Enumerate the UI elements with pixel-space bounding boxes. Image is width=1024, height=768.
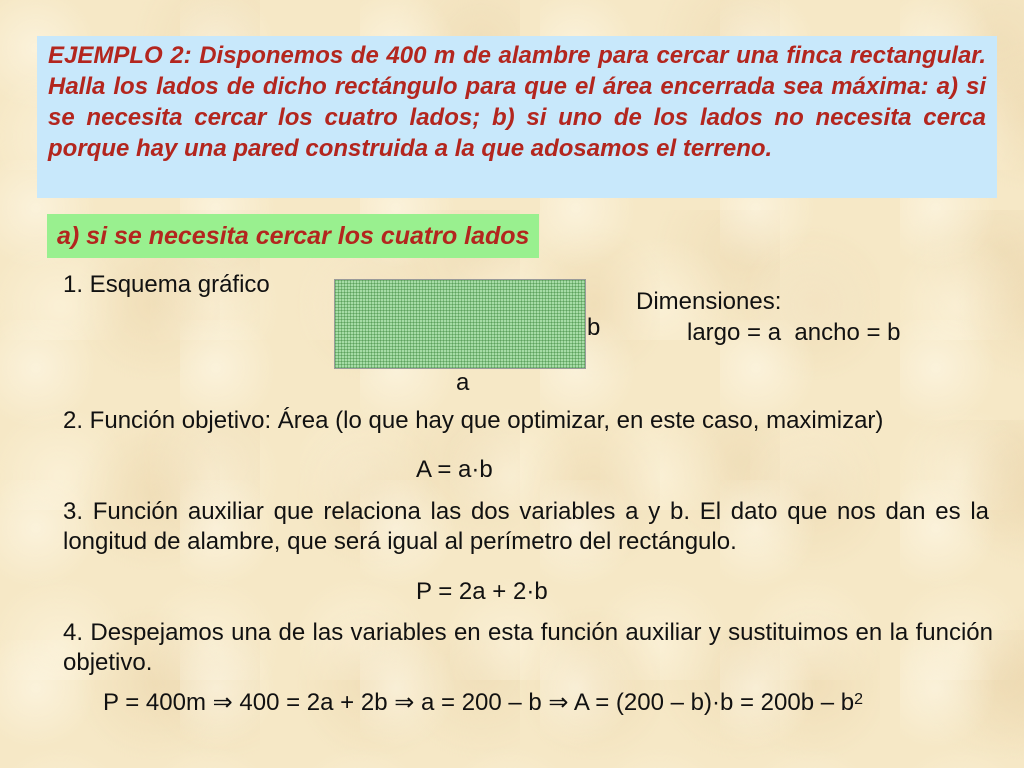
auxiliary-formula: P = 2a + 2·b <box>416 578 548 605</box>
final-formula-main: P = 400m ⇒ 400 = 2a + 2b ⇒ a = 200 – b ⇒ A = (200 – b)·b = 200b – b <box>103 689 855 716</box>
step3-text: 3. Función auxiliar que relaciona las dos variables a y b. El dato que nos dan es la longitud de alambre, que será igual al perímetro del rectángulo. <box>63 498 989 555</box>
dimensions-title: Dimensiones: <box>636 288 782 315</box>
final-formula <box>103 688 863 718</box>
side-a-label: a <box>456 369 470 396</box>
final-formula-exponent: 2 <box>854 691 863 708</box>
step4-text: 4. Despejamos una de las variables en esta función auxiliar y sustituimos en la función objetivo. <box>63 619 993 676</box>
step2-text: 2. Función objetivo: Área (lo que hay que optimizar, en este caso, maximizar) <box>63 407 884 434</box>
section-heading: a) si se necesita cercar los cuatro lados <box>47 214 539 258</box>
dimensions-values: largo = a ancho = b <box>687 319 901 346</box>
rectangle-diagram <box>334 279 586 369</box>
problem-statement: EJEMPLO 2: Disponemos de 400 m de alambre para cercar una finca rectangular. Halla los lados de dicho rectángulo para que el área encerrada sea máxima: a) si se necesita cercar los cuatro lados; b) si uno de los lados no necesita cerca porque hay una pared construida a la que adosamos el terreno. <box>48 42 986 162</box>
step1-label: 1. Esquema gráfico <box>63 271 270 298</box>
objective-formula: A = a·b <box>416 456 493 483</box>
side-b-label: b <box>587 314 601 341</box>
problem-statement-box <box>37 36 997 198</box>
